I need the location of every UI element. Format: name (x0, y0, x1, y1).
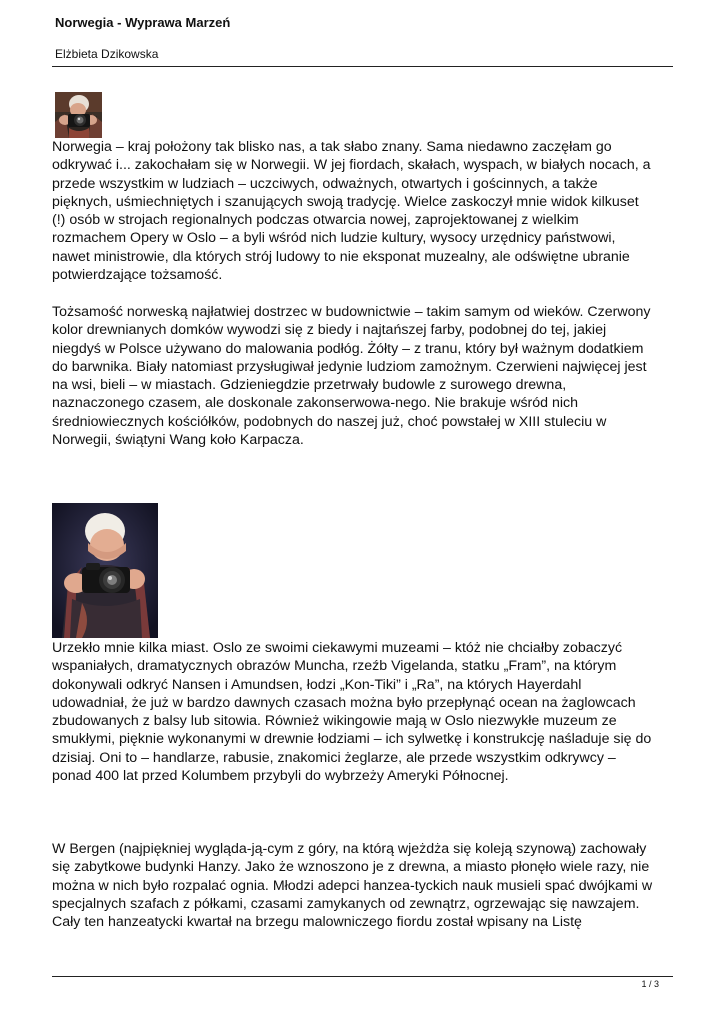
document-author: Elżbieta Dzikowska (55, 47, 159, 61)
photographer-photo-small (55, 92, 102, 138)
paragraph: Tożsamość norweską najłatwiej dostrzec w budownictwie – takim samym od wieków. Czerwony kolor drewnianych domków wywodzi się z biedy i najtańszej farby, podobnej do tej, jakiej niegdyś w Polsce używano do malowania podłóg. Żółty – z tranu, który był ważnym dodatkiem do barwnika. Biały natomiast przysługiwał jedynie ludziom zamożnym. Czerwieni najwięcej jest na wsi, bieli – w miastach. Gdzieniegdzie przetrwały budowle z surowego drewna, naznaczonego czasem, ale doskonale zakonserwowa-nego. Nie brakuje wśród nich średniowiecznych kościółków, podobnych do naszej już, choć powstałej w XIII stuleciu w Norwegii, świątyni Wang koło Karpacza. (52, 304, 651, 449)
paragraph: W Bergen (najpiękniej wygląda-ją-cym z góry, na którą wjeżdża się koleją szynową) zachowały się zabytkowe budynki Hanzy. Jako że wznoszono je z drewna, a miasto płonęło wiele razy, nie można w nich było rozpalać ognia. Młodzi adepci hanzea-tyckich nauk musieli spać dwójkami w specjalnych szafach z półkami, czasami zamykanych od zewnątrz, ogrzewając się nawzajem. Cały ten hanzeatycki kwartał na brzegu malowniczego fiordu został wpisany na Listę (52, 841, 653, 931)
header-divider (52, 66, 673, 67)
page-number: 1 / 3 (641, 979, 659, 989)
document-title: Norwegia - Wyprawa Marzeń (55, 15, 231, 30)
photographer-photo-large (52, 503, 158, 638)
paragraph: Urzekło mnie kilka miast. Oslo ze swoimi ciekawymi muzeami – któż nie chciałby zobaczyć wspaniałych, dramatycznych obrazów Muncha, rzeźb Vigelanda, statku „Fram”, na którym dokonywali odkryć Nansen i Amundsen, łodzi „Kon-Tiki” i „Ra”, na których Hayerdahl udowadniał, że już w bardzo dawnych czasach można było przepłynąć ocean na żaglowcach zbudowanych z balsy lub sitowia. Również wikingowie mają w Oslo niezwykłe muzeum ze smukłymi, pięknie wykonanymi w drewnie łodziami – ich sylwetkę i konstrukcję naśladuje się do dzisiaj. Oni to – handlarze, rabusie, znakomici żeglarze, ale przede wszystkim odkrywcy – ponad 400 lat przed Kolumbem przybyli do wybrzeży Ameryki Północnej. (52, 640, 652, 785)
footer-divider (52, 976, 673, 977)
photographer-photo-small-image (55, 92, 102, 138)
paragraph: Norwegia – kraj położony tak blisko nas, a tak słabo znany. Sama niedawno zaczęłam go odkrywać i... zakochałam się w Norwegii. W jej fiordach, skałach, wyspach, w białych nocach, a przede wszystkim w ludziach – uczciwych, odważnych, otwartych i gościnnych, a także pięknych, uśmiechniętych i szanujących swoją tradycję. Wielce zaskoczył mnie widok kilkuset (!) osób w strojach regionalnych podczas otwarcia nowej, zaprojektowanej z wielkim rozmachem Opery w Oslo – a byli wśród nich ludzie kultury, wysocy urzędnicy państwowi, nawet ministrowie, dla których strój ludowy to nie eksponat muzealny, ale odświętne ubranie potwierdzające tożsamość. (52, 139, 651, 284)
photographer-photo-large-image (52, 503, 158, 638)
